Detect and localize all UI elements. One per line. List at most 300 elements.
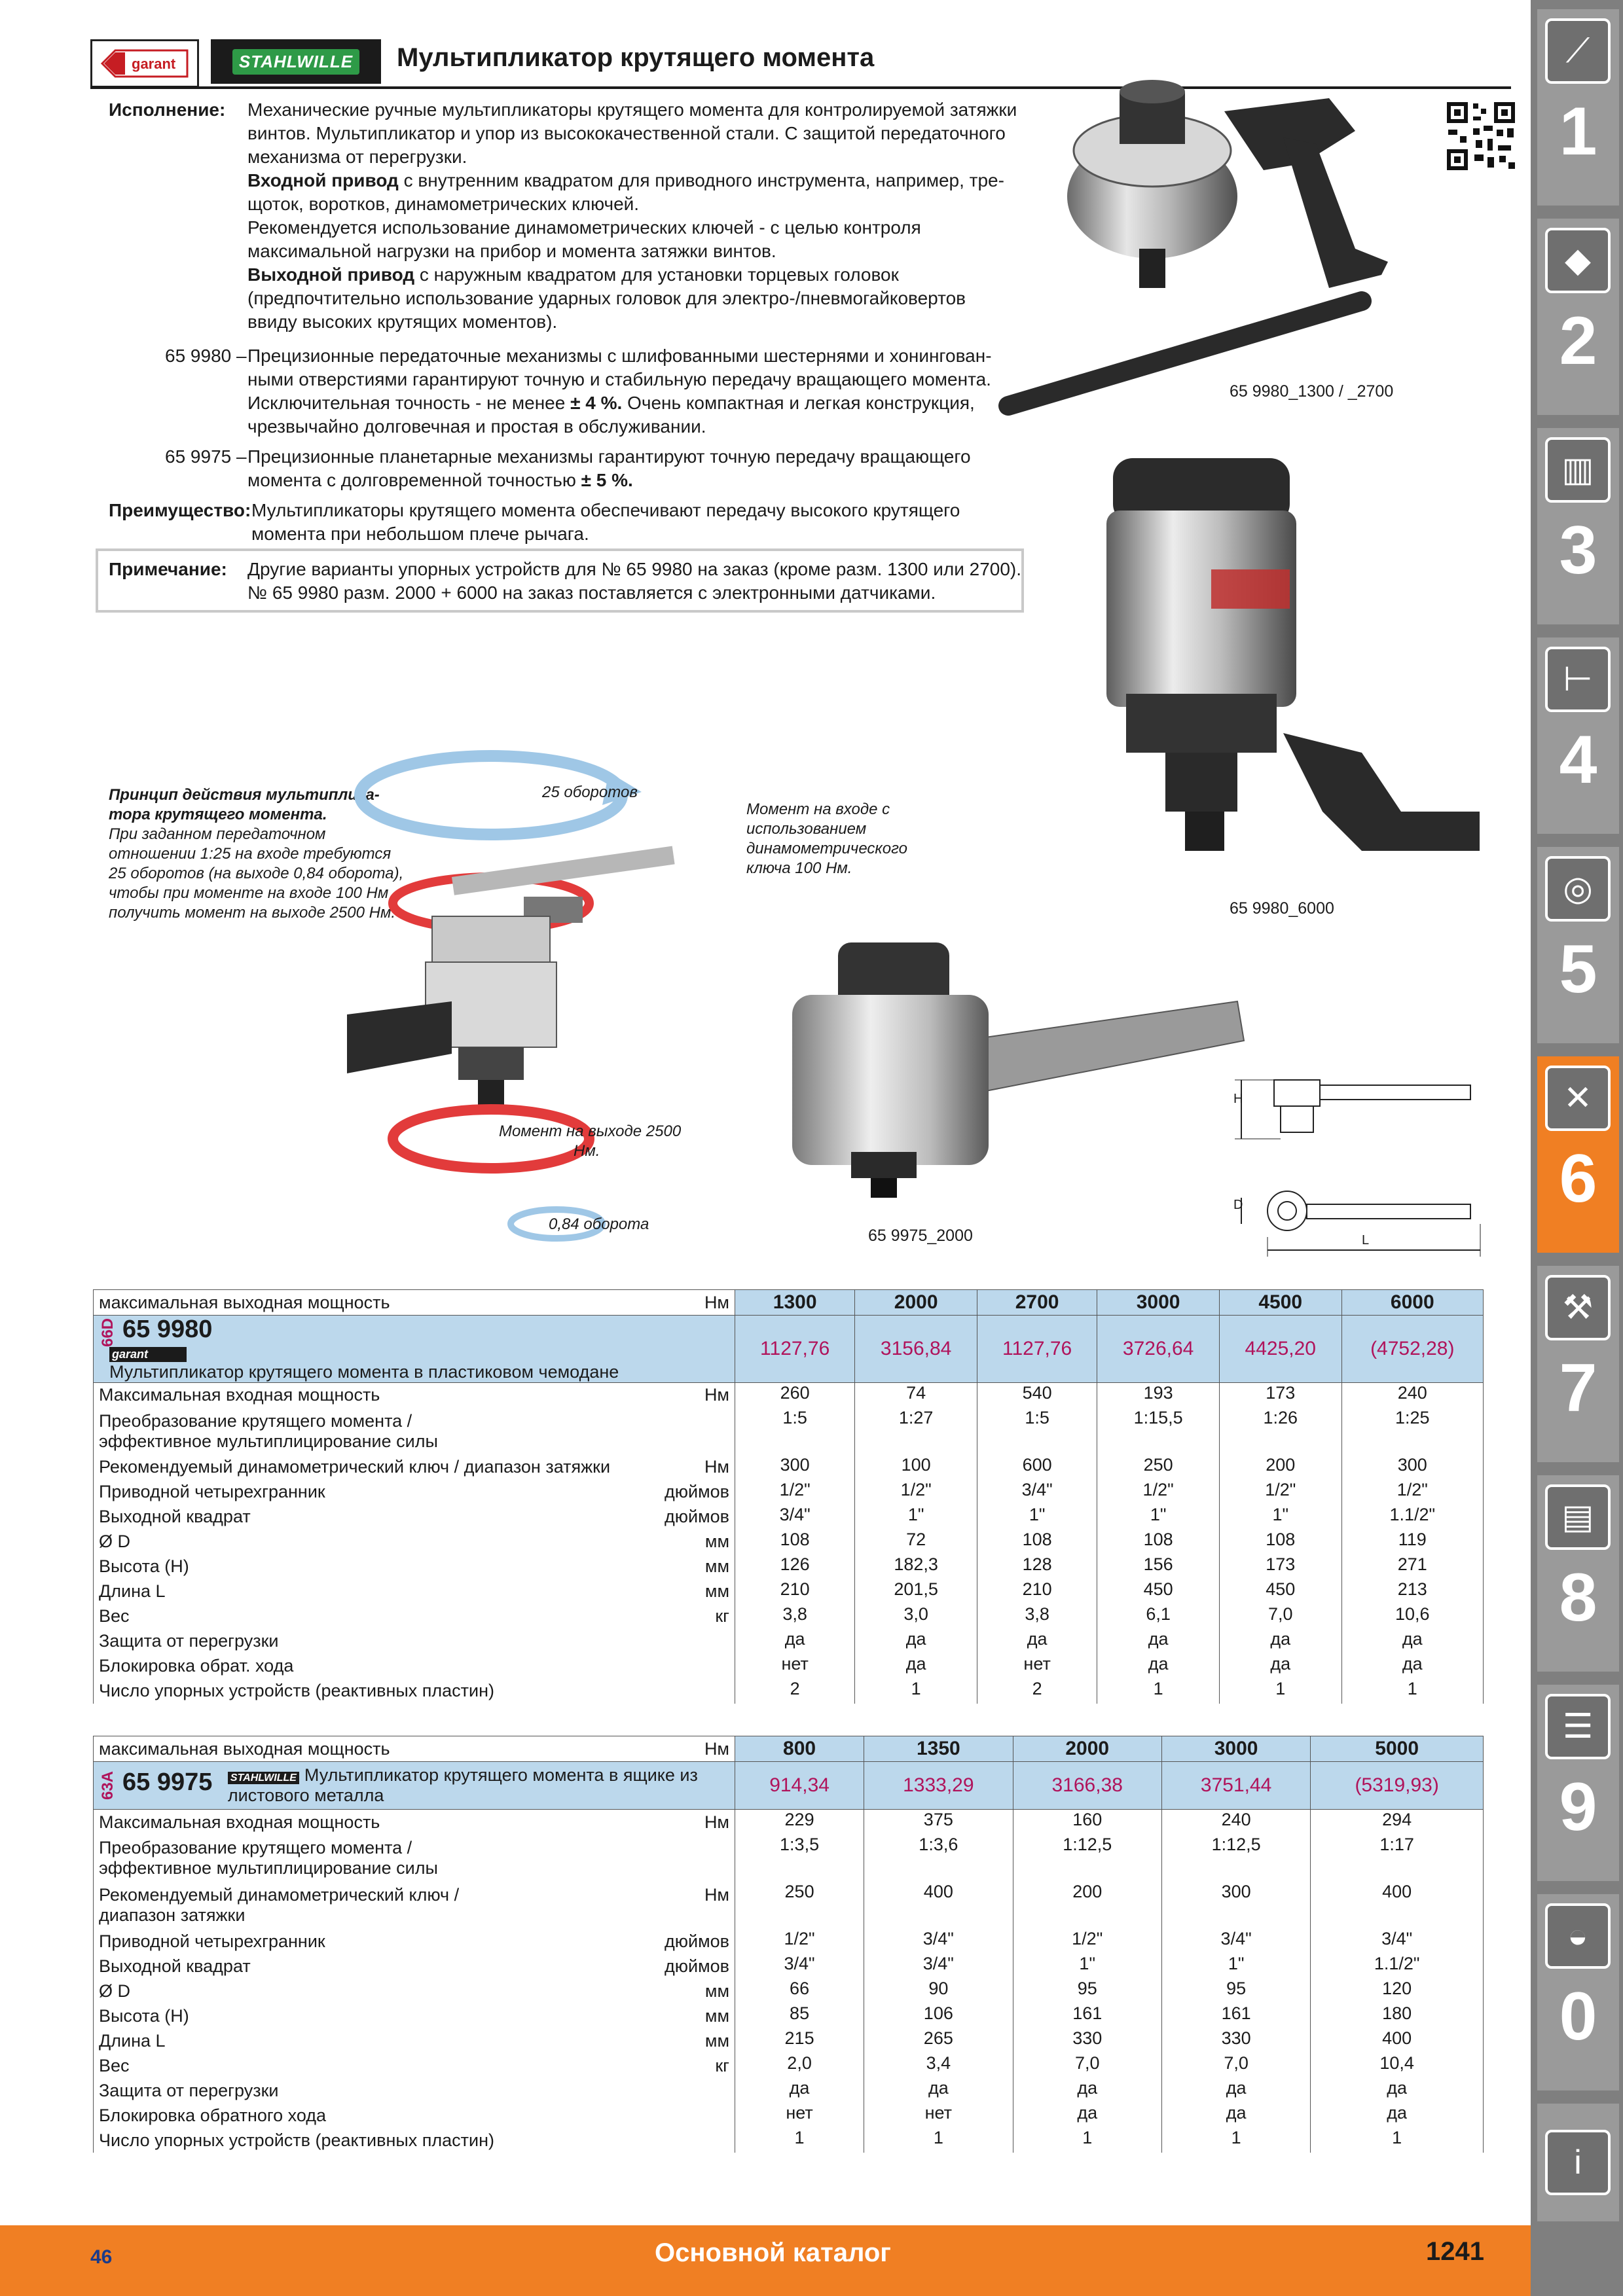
table-row (94, 2103, 1484, 2128)
table2-price: 914,34 (735, 1762, 864, 1810)
m9980-line-1: Прецизионные передаточные механизмы с шлифованными шестернями и хонингован- (247, 346, 992, 366)
row-label: Максимальная входная мощность (99, 1385, 380, 1405)
note-label: Примечание: (109, 559, 227, 579)
row-label-cell (94, 1554, 735, 1579)
table1-name-block (109, 1347, 619, 1382)
cutting-insert-icon: ◆ (1545, 228, 1611, 293)
table-row (94, 1679, 1484, 1704)
table-cell: 120 (1311, 1979, 1484, 2003)
table-cell: 1" (1097, 1505, 1220, 1530)
caption-image-2: 65 9980_6000 (1230, 899, 1334, 918)
m9980-last-line: чрезвычайно долговечная и простая в обслуживании. (247, 416, 706, 437)
input-line-1: щоток, воротков, динамометрических ключей. (247, 194, 640, 214)
table-cell: 66 (735, 1979, 864, 2003)
table-cell: да (1161, 2078, 1310, 2103)
row-label-cell (94, 2003, 735, 2028)
chapter-tab-1[interactable] (1537, 9, 1619, 206)
table-cell: 1:12,5 (1013, 1835, 1161, 1882)
row-label: Максимальная входная мощность (99, 1812, 380, 1832)
garant-logo (90, 39, 199, 88)
table-cell: 74 (855, 1382, 977, 1408)
table-cell: 3/4" (735, 1954, 864, 1979)
table-cell: 85 (735, 2003, 864, 2028)
row-label-cell (94, 1954, 735, 1979)
row-label-cell (94, 1929, 735, 1954)
table-cell: 3,0 (855, 1604, 977, 1629)
table-cell: 7,0 (1013, 2053, 1161, 2078)
table-row (94, 1554, 1484, 1579)
execution-line-3: механизма от перегрузки. (247, 147, 467, 167)
chapter-tab-9[interactable] (1537, 1685, 1619, 1881)
table-cell: 201,5 (855, 1579, 977, 1604)
principle-diagram (340, 746, 733, 1270)
table-row (94, 2003, 1484, 2028)
table-cell: да (1311, 2103, 1484, 2128)
table-cell: 2 (977, 1679, 1097, 1704)
principle-line-4: чтобы при моменте на входе 100 Нм (109, 884, 389, 902)
input-drive-rest: с внутренним квадратом для приводного инструмента, например, тре- (398, 170, 1004, 190)
chapter-tab-i[interactable] (1537, 2104, 1619, 2221)
chapter-tab-7[interactable] (1537, 1266, 1619, 1462)
table-cell: 260 (735, 1382, 855, 1408)
garant-logo-text: garant (132, 56, 176, 72)
table-cell: 1:25 (1341, 1408, 1483, 1455)
table-row (94, 1629, 1484, 1654)
principle-line-1: При заданном передаточном (109, 825, 326, 843)
table1-article-row (94, 1316, 1484, 1383)
table-cell: 128 (977, 1554, 1097, 1579)
row-label: Преобразование крутящего момента / (99, 1410, 412, 1431)
table1-size: 6000 (1341, 1290, 1483, 1316)
output-line-1: (предпочтительно использование ударных головок для электро-/пневмогайковертов (247, 288, 966, 308)
table2-code: 63A (99, 1770, 117, 1801)
row-unit: мм (704, 1981, 729, 2001)
table-row (94, 1455, 1484, 1480)
table-cell: 180 (1311, 2003, 1484, 2028)
table-cell: да (864, 2078, 1013, 2103)
chapter-number: 2 (1559, 303, 1597, 379)
table-cell: да (977, 1629, 1097, 1654)
chapter-number: 8 (1559, 1560, 1597, 1636)
table-cell: нет (735, 2103, 864, 2128)
table-cell: 1/2" (735, 1480, 855, 1505)
table1-size: 3000 (1097, 1290, 1220, 1316)
table2-header-label: максимальная выходная мощность Нм (94, 1736, 735, 1762)
chapter-tab-6[interactable] (1537, 1056, 1619, 1253)
row-unit: кг (715, 2055, 729, 2075)
table1-price: 1127,76 (735, 1316, 855, 1383)
principle-line-2: отношении 1:25 на входе требуются (109, 845, 392, 863)
table1-price: 3726,64 (1097, 1316, 1220, 1383)
chapter-number: 1 (1559, 94, 1597, 170)
input-line-3: максимальной нагрузки на прибор и момента затяжки винтов. (247, 241, 776, 261)
moment-in-line-4: ключа 100 Нм. (746, 859, 852, 877)
row-label-cell (94, 1629, 735, 1654)
row-unit: кг (715, 1606, 729, 1626)
table-row (94, 1882, 1484, 1929)
chapter-tab-0[interactable] (1537, 1894, 1619, 2090)
table-cell: 1:15,5 (1097, 1408, 1220, 1455)
row-label: Высота (H) (99, 2005, 189, 2026)
table-cell: 265 (864, 2028, 1013, 2053)
table1-header-unit: Нм (704, 1292, 729, 1312)
table-cell: 600 (977, 1455, 1097, 1480)
row-label: Длина L (99, 1581, 166, 1602)
table-cell: 400 (1311, 2028, 1484, 2053)
execution-label: Исполнение: (109, 99, 226, 120)
output-line-2: ввиду высоких крутящих моментов). (247, 312, 558, 332)
stahlwille-logo (211, 39, 381, 84)
table-cell: 72 (855, 1530, 977, 1554)
principle-title-2: тора крутящего момента. (109, 806, 327, 823)
execution-line-1: Механические ручные мультипликаторы крутящего момента для контролируемой затяжки (247, 99, 1017, 120)
row-unit: Нм (704, 1385, 729, 1405)
workbench-icon: ▤ (1545, 1484, 1611, 1550)
row-label: Выходной квадрат (99, 1956, 251, 1976)
table1-name: Мультипликатор крутящего момента в пластиковом чемодане (109, 1361, 619, 1382)
m9975-pre: момента с долговременной точностью (247, 470, 581, 490)
input-line-2: Рекомендуется использование динамометрических ключей - с целью контроля (247, 217, 921, 238)
table-cell: 1" (1219, 1505, 1341, 1530)
table-row (94, 1505, 1484, 1530)
table2-price: 1333,29 (864, 1762, 1013, 1810)
pliers-hammer-icon: ⚒ (1545, 1275, 1611, 1340)
dim-l-label: L (1362, 1233, 1370, 1247)
table-cell: да (1219, 1629, 1341, 1654)
table-cell: 95 (1161, 1979, 1310, 2003)
table-cell: 3/4" (977, 1480, 1097, 1505)
table-cell: 1/2" (1219, 1480, 1341, 1505)
footer-title: Основной каталог (655, 2238, 891, 2267)
table-cell: 1:3,5 (735, 1835, 864, 1882)
table-cell: 210 (977, 1579, 1097, 1604)
table2-size: 2000 (1013, 1736, 1161, 1762)
table-cell: 2,0 (735, 2053, 864, 2078)
principle-title-1: Принцип действия мультиплика- (109, 786, 380, 804)
table-cell: 450 (1097, 1579, 1220, 1604)
row-label: Вес (99, 2055, 130, 2075)
table2-price: 3166,38 (1013, 1762, 1161, 1810)
turns-out-label: 0,84 оборота (549, 1215, 649, 1233)
table1-price: (4752,28) (1341, 1316, 1483, 1383)
table-row (94, 1408, 1484, 1455)
info-icon: i (1545, 2130, 1611, 2195)
table1-price: 3156,84 (855, 1316, 977, 1383)
row-label: Вес (99, 1606, 130, 1626)
table-cell: 1:26 (1219, 1408, 1341, 1455)
table-row (94, 2128, 1484, 2153)
table1-article-cell (94, 1316, 735, 1383)
row-label-cell (94, 1505, 735, 1530)
safety-helmet-icon: ◒ (1545, 1903, 1611, 1969)
table1-header-label: максимальная выходная мощность Нм (94, 1290, 735, 1316)
table-cell: 1:3,6 (864, 1835, 1013, 1882)
table-cell: 108 (735, 1530, 855, 1554)
row-label: Преобразование крутящего момента / (99, 1838, 412, 1857)
table2-brand-logo: STAHLWILLE (228, 1772, 299, 1784)
row-label-cell (94, 1604, 735, 1629)
table-row (94, 2078, 1484, 2103)
table2-size: 3000 (1161, 1736, 1310, 1762)
table-cell: 10,6 (1341, 1604, 1483, 1629)
multiplier-9975-2000-image (779, 929, 1250, 1224)
chapter-tab-2[interactable] (1537, 219, 1619, 415)
table-cell: да (855, 1654, 977, 1679)
table-cell: 3/4" (735, 1505, 855, 1530)
table-cell: нет (735, 1654, 855, 1679)
chapter-tab-4[interactable] (1537, 637, 1619, 834)
table-cell: 193 (1097, 1382, 1220, 1408)
output-drive-rest: с наружным квадратом для установки торцевых головок (414, 264, 899, 285)
table-cell: 3,8 (977, 1604, 1097, 1629)
tool-cabinet-icon: ☰ (1545, 1694, 1611, 1759)
table-cell: 200 (1013, 1882, 1161, 1929)
table-cell: 200 (1219, 1455, 1341, 1480)
dimension-drawings (1222, 1060, 1490, 1263)
tool-holder-icon: ▥ (1545, 437, 1611, 503)
row-label: Приводной четырехгранник (99, 1931, 325, 1951)
table2-price: (5319,93) (1311, 1762, 1484, 1810)
principle-line-3: 25 оборотов (на выходе 0,84 оборота), (109, 865, 404, 882)
table2-price: 3751,44 (1161, 1762, 1310, 1810)
table-cell: 1/2" (735, 1929, 864, 1954)
moment-in-line-2: использованием (746, 820, 867, 838)
table-row (94, 1604, 1484, 1629)
table-cell: 95 (1013, 1979, 1161, 2003)
stahlwille-logo-text: STAHLWILLE (232, 49, 359, 75)
note-line-2: № 65 9980 разм. 2000 + 6000 на заказ поставляется с электронными датчиками. (247, 583, 936, 603)
dim-h-label: H (1233, 1092, 1243, 1106)
table-cell: да (1161, 2103, 1310, 2128)
row-label: Блокировка обратного хода (99, 2105, 327, 2125)
row-label-cell (94, 2128, 735, 2153)
table2-header-unit: Нм (704, 1738, 729, 1759)
row-unit: дюймов (664, 1956, 729, 1976)
table-row (94, 1835, 1484, 1882)
m9980-line-2: ными отверстиями гарантируют точную и стабильную передачу вращающего момента. (247, 369, 991, 389)
row-label-cell (94, 1530, 735, 1554)
row-unit: дюймов (664, 1507, 729, 1527)
moment-out-line-2: Нм. (574, 1142, 600, 1160)
table-cell: 1/2" (1013, 1929, 1161, 1954)
table-cell: 1 (1219, 1679, 1341, 1704)
table-cell: 1 (1311, 2128, 1484, 2153)
row-label-cell (94, 1810, 735, 1835)
table-row (94, 2053, 1484, 2078)
table-cell: 1 (1161, 2128, 1310, 2153)
table-cell: 156 (1097, 1554, 1220, 1579)
row-label-cell (94, 2053, 735, 2078)
table-cell: 1 (1097, 1679, 1220, 1704)
chapter-tab-3[interactable] (1537, 428, 1619, 624)
chapter-tab-8[interactable] (1537, 1475, 1619, 1672)
row-unit: мм (704, 2030, 729, 2051)
table-cell: да (1311, 2078, 1484, 2103)
footer-page-right: 1241 (1426, 2237, 1484, 2266)
table-cell: нет (864, 2103, 1013, 2128)
table2-article: 65 9975 (122, 1768, 213, 1797)
row-label-cell (94, 1382, 735, 1408)
row-label-cell (94, 1455, 735, 1480)
chapter-number: 4 (1559, 722, 1597, 798)
row-label-cell (94, 1882, 735, 1929)
table-cell: 215 (735, 2028, 864, 2053)
table-cell: 1" (855, 1505, 977, 1530)
row-unit: Нм (704, 1885, 729, 1905)
grinding-disc-icon: ◎ (1545, 856, 1611, 922)
table-cell: 1 (855, 1679, 977, 1704)
table2-size: 1350 (864, 1736, 1013, 1762)
chapter-number: 3 (1559, 512, 1597, 588)
table-cell: 106 (864, 2003, 1013, 2028)
caption-image-1: 65 9980_1300 / _2700 (1230, 382, 1394, 401)
table-cell: 161 (1013, 2003, 1161, 2028)
table-cell: да (1219, 1654, 1341, 1679)
table-cell: 108 (977, 1530, 1097, 1554)
row-label-2: эффективное мультиплицирование силы (99, 1431, 438, 1451)
row-label-cell (94, 2078, 735, 2103)
table-cell: 300 (1161, 1882, 1310, 1929)
row-label: Число упорных устройств (реактивных пластин) (99, 2130, 495, 2150)
m9980-acc-post: Очень компактная и легкая конструкция, (622, 393, 975, 413)
table2-name-2: листового металла (227, 1785, 384, 1805)
row-label: Блокировка обрат. хода (99, 1656, 294, 1676)
moment-in-line-1: Момент на входе с (746, 800, 890, 818)
table-cell: 90 (864, 1979, 1013, 2003)
table-cell: да (1013, 2078, 1161, 2103)
table-cell: 1:5 (977, 1408, 1097, 1455)
table-cell: 3/4" (864, 1954, 1013, 1979)
input-drive-bold: Входной привод (247, 170, 399, 190)
table-row (94, 1979, 1484, 2003)
row-label: Длина L (99, 2030, 166, 2051)
table1-size: 4500 (1219, 1290, 1341, 1316)
table-cell: 3/4" (1311, 1929, 1484, 1954)
table2-name-1: Мультипликатор крутящего момента в ящике из (304, 1765, 698, 1785)
m9975-line-2 (247, 469, 633, 492)
row-unit: мм (704, 1532, 729, 1552)
table-cell: 300 (735, 1455, 855, 1480)
m9980-label: 65 9980 – (165, 346, 247, 366)
table2-size: 5000 (1311, 1736, 1484, 1762)
row-label: Высота (H) (99, 1556, 189, 1577)
row-label-cell (94, 2028, 735, 2053)
m9975-line-1: Прецизионные планетарные механизмы гарантируют точную передачу вращающего (247, 446, 971, 467)
row-label-cell (94, 1579, 735, 1604)
footer-page-left: 46 (90, 2246, 113, 2268)
table-cell: 3,4 (864, 2053, 1013, 2078)
row-unit: мм (704, 1581, 729, 1602)
turns-in-label: 25 оборотов (542, 783, 638, 801)
table-cell: 3,8 (735, 1604, 855, 1629)
moment-in-line-3: динамометрического (746, 840, 908, 857)
table-row (94, 1480, 1484, 1505)
table-cell: 450 (1219, 1579, 1341, 1604)
multiplier-6000-image (1087, 445, 1493, 890)
table-cell: 3/4" (1161, 1929, 1310, 1954)
m9980-acc-pre: Исключительная точность - не менее (247, 393, 571, 413)
chapter-number: 5 (1559, 931, 1597, 1007)
table-cell: нет (977, 1654, 1097, 1679)
drill-bit-icon: ⟋ (1545, 18, 1611, 84)
row-label: Число упорных устройств (реактивных пластин) (99, 1681, 495, 1701)
row-label-cell (94, 1654, 735, 1679)
m9975-label: 65 9975 – (165, 446, 247, 467)
table2-size: 800 (735, 1736, 864, 1762)
table1-size: 2700 (977, 1290, 1097, 1316)
table-cell: 100 (855, 1455, 977, 1480)
advantage-line-1: Мультипликаторы крутящего момента обеспечивают передачу высокого крутящего (251, 500, 960, 520)
chapter-sidebar (1531, 0, 1623, 2296)
table-cell: 400 (1311, 1882, 1484, 1929)
table-cell: да (1341, 1629, 1483, 1654)
table-cell: 2 (735, 1679, 855, 1704)
row-label-cell (94, 1480, 735, 1505)
table-cell: 7,0 (1219, 1604, 1341, 1629)
row-label-2: диапазон затяжки (99, 1905, 246, 1925)
page-title: Мультипликатор крутящего момента (397, 43, 875, 72)
table-cell: 1.1/2" (1311, 1954, 1484, 1979)
table-cell: 1/2" (855, 1480, 977, 1505)
table-cell: 10,4 (1311, 2053, 1484, 2078)
table-65-9980 (93, 1289, 1484, 1704)
table-cell: 161 (1161, 2003, 1310, 2028)
table-cell: 400 (864, 1882, 1013, 1929)
table1-price: 1127,76 (977, 1316, 1097, 1383)
table-cell: 250 (1097, 1455, 1220, 1480)
row-unit: мм (704, 2005, 729, 2026)
advantage-line-2: момента при небольшом плече рычага. (251, 524, 589, 544)
table-cell: 1:17 (1311, 1835, 1484, 1882)
table-cell: 1/2" (1341, 1480, 1483, 1505)
table-cell: 1 (1013, 2128, 1161, 2153)
table-row (94, 1382, 1484, 1408)
chapter-number: 7 (1559, 1350, 1597, 1426)
table-cell: 182,3 (855, 1554, 977, 1579)
wrench-screwdriver-icon: ✕ (1545, 1066, 1611, 1131)
table-cell: да (735, 1629, 855, 1654)
table-cell: да (1013, 2103, 1161, 2128)
output-drive-bold: Выходной привод (247, 264, 415, 285)
table-row (94, 1810, 1484, 1835)
row-unit: Нм (704, 1812, 729, 1832)
table2-article-cell (94, 1762, 735, 1810)
row-label-cell (94, 1679, 735, 1704)
table-cell: 7,0 (1161, 2053, 1310, 2078)
m9980-accuracy-line (247, 391, 975, 415)
table1-size: 1300 (735, 1290, 855, 1316)
caliper-icon: ⊢ (1545, 647, 1611, 712)
table-cell: 1" (1013, 1954, 1161, 1979)
table-cell: да (1097, 1654, 1220, 1679)
table-cell: 108 (1097, 1530, 1220, 1554)
table-cell: 160 (1013, 1810, 1161, 1835)
row-label-cell (94, 2103, 735, 2128)
table-row (94, 1530, 1484, 1554)
chapter-tab-5[interactable] (1537, 847, 1619, 1043)
table-cell: 1:12,5 (1161, 1835, 1310, 1882)
table-cell: 213 (1341, 1579, 1483, 1604)
table1-code: 66D (99, 1318, 117, 1347)
table-cell: 1" (1161, 1954, 1310, 1979)
table-cell: 210 (735, 1579, 855, 1604)
table-row (94, 1954, 1484, 1979)
m9980-acc-bold: ± 4 %. (570, 393, 623, 413)
output-drive-line (247, 263, 899, 287)
table-row (94, 1654, 1484, 1679)
table-cell: 1" (977, 1505, 1097, 1530)
table-cell: 375 (864, 1810, 1013, 1835)
